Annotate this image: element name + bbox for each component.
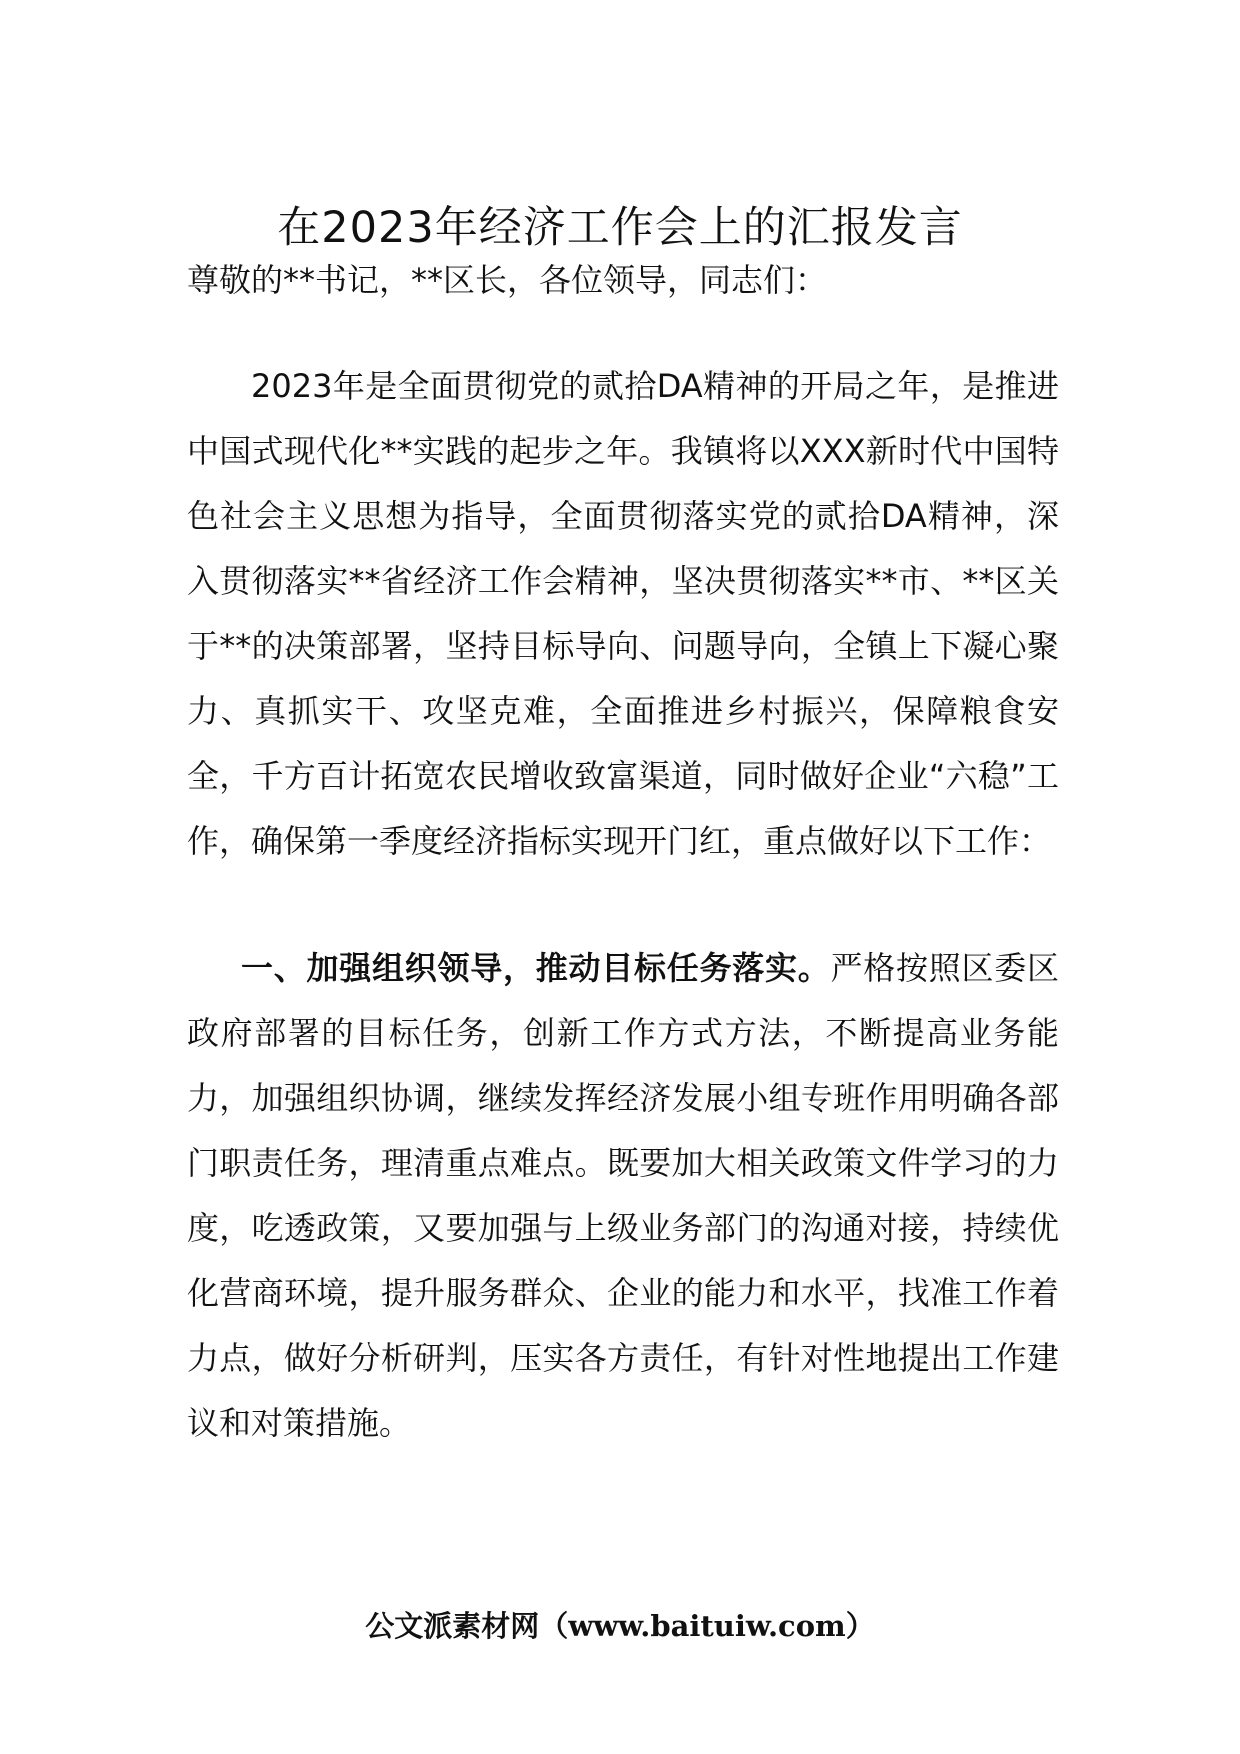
section-body: 严格按照区委区政府部署的目标任务，创新工作方式方法，不断提高业务能力，加强组织协调，继续发挥经济发展小组专班作用明确各部门职责任务，理清重点难点。既要加大相关政策文件学习的力度，吃透政策，又要加强与上级业务部门的沟通对接，持续优化营商环境，提升服务群众、企业的能力和水平，找准工作着力点，做好分析研判，压实各方责任，有针对性地提出工作建议和对策措施。 [187,949,1059,1442]
section-heading: 一、加强组织领导，推动目标任务落实。 [241,949,831,987]
paragraph-section-1 [187,936,1059,1456]
document-title: 在2023年经济工作会上的汇报发言 [277,203,963,253]
paragraph-intro: 2023年是全面贯彻党的贰拾DA精神的开局之年，是推进中国式现代化**实践的起步之年。我镇将以XXX新时代中国特色社会主义思想为指导，全面贯彻落实党的贰拾DA精神，深入贯彻落实**省经济工作会精神，坚决贯彻落实**市、**区关于**的决策部署，坚持目标导向、问题导向，全镇上下凝心聚力、真抓实干、攻坚克难，全面推进乡村振兴，保障粮食安全，千方百计拓宽农民增收致富渠道，同时做好企业“六稳”工作，确保第一季度经济指标实现开门红，重点做好以下工作： [187,367,1059,860]
footer-source: 公文派素材网（www.baituiw.com） [365,1609,875,1643]
salutation: 尊敬的**书记，**区长，各位领导，同志们： [187,261,828,299]
